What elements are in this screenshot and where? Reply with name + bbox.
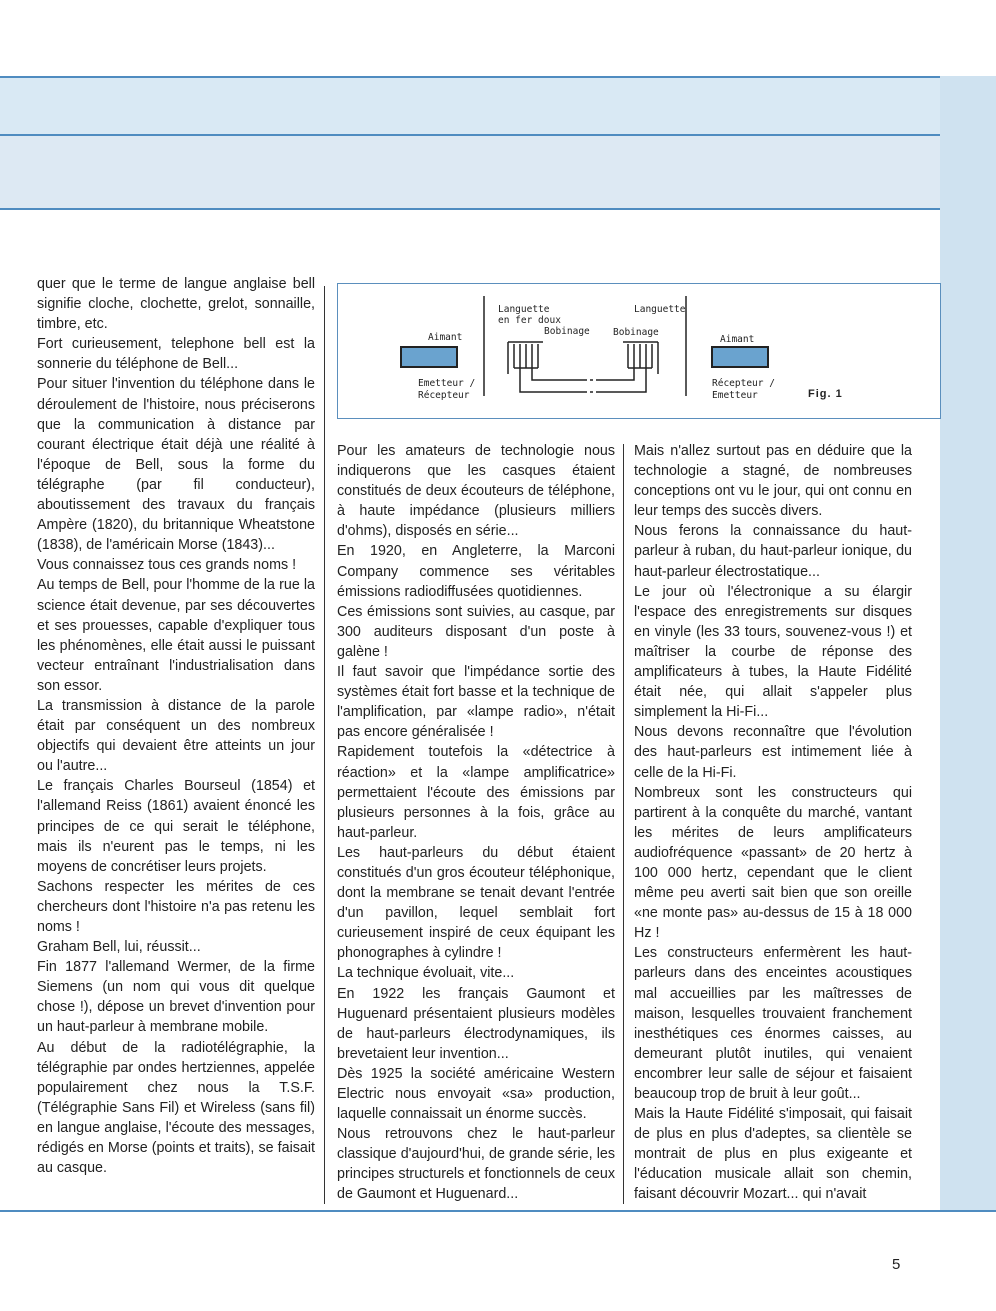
tongue-left-label-1: Languette	[498, 304, 550, 315]
paragraph: Les haut-parleurs du début étaient constitués d'un gros écouteur téléphonique, dont la membrane se tenait devant l'entrée d'un pavillon, lequel semblait fort curieusement inspiré de ceux équipant les phonographes à cylindre !	[337, 844, 615, 962]
figure-1	[337, 283, 941, 419]
left-magnet-label: Aimant	[428, 332, 463, 343]
coil-left-label: Bobinage	[544, 326, 590, 337]
paragraph: Dès 1925 la société américaine Western Electric nous envoyait «sa» production, laquelle connaissait un énorme succès.	[337, 1065, 615, 1123]
left-device-label-2: Récepteur	[418, 390, 470, 401]
column-rule-1	[324, 286, 325, 1204]
paragraph: Pour les amateurs de technologie nous indiquerons que les casques étaient constitués de deux écouteurs de téléphone, à haute impédance (plusieurs milliers d'ohms), disposés en série...	[337, 443, 615, 540]
paragraph: Nous retrouvons chez le haut-parleur classique d'aujourd'hui, de grande série, les principes structurels et fonctionnels de ceux de Gaumont et Huguenard...	[337, 1126, 615, 1203]
connecting-wires	[520, 368, 646, 392]
left-magnet	[400, 346, 458, 368]
paragraph: Mais la Haute Fidélité s'imposait, qui faisait de plus en plus d'adeptes, sa clientèle se montrait de plus en plus exigeante et l'éducation musicale allait son chemin, faisant découvrir Mozart... qui n'avait	[634, 1106, 912, 1203]
paragraph: Fort curieusement, telephone bell est la sonnerie du téléphone de Bell...	[37, 336, 315, 373]
paragraph: quer que le terme de langue anglaise bell signifie cloche, clochette, grelot, sonnaille, timbre, etc.	[37, 276, 315, 333]
paragraph: Le français Charles Bourseul (1854) et l'allemand Reiss (1861) avaient énoncé les principes de ce qui serait le téléphone, mais ils n'eurent pas le temps, ni les moyens de concrétiser leurs projets.	[37, 778, 315, 875]
paragraph: Graham Bell, lui, réussit...	[37, 939, 201, 956]
footer-rule	[0, 1210, 996, 1212]
right-device-label-1: Récepteur /	[712, 378, 775, 389]
right-coil	[623, 342, 658, 374]
paragraph: Ces émissions sont suivies, au casque, par 300 auditeurs disposant d'un poste à galène !	[337, 603, 615, 660]
header-band-middle	[0, 136, 996, 210]
text-column-3	[634, 441, 912, 1205]
tongue-left-label-2: en fer doux	[498, 315, 561, 326]
paragraph: Il faut savoir que l'impédance sortie des systèmes était fort basse et la technique de l'amplification, par «lampe radio», n'était pas encore généralisée !	[337, 664, 615, 741]
right-magnet-label: Aimant	[720, 334, 755, 345]
right-magnet	[711, 346, 769, 368]
header-band-top	[0, 76, 996, 136]
page-number: 5	[892, 1256, 901, 1273]
paragraph: Sachons respecter les mérites de ces chercheurs dont l'histoire n'a pas retenu les noms !	[37, 878, 315, 935]
paragraph: La transmission à distance de la parole était par conséquent un des nombreux objectifs qui devaient être atteints un jour ou l'autre...	[37, 697, 315, 775]
coil-right-label: Bobinage	[613, 327, 659, 338]
paragraph: Le jour où l'électronique a su élargir l'espace des enregistrements sur disques en vinyle (les 33 tours, souvenez-vous !) et maîtriser la courbe de réponse des amplificateurs à tubes, la Haute Fidélité était née, qui allait s'appeler plus simplement la Hi-Fi...	[634, 583, 912, 721]
paragraph: Au temps de Bell, pour l'homme de la rue la science était devenue, par ses découvertes et ses prouesses, capable d'expliquer tous les phénomènes, elle était aussi le puissant vecteur entraînant l'industrialisation dans son essor.	[37, 577, 315, 694]
paragraph: Fin 1877 l'allemand Wermer, de la firme Siemens (un nom qui vous dit quelque chose !), dépose un brevet d'invention pour un haut-parleur à membrane mobile.	[37, 959, 315, 1036]
side-band	[940, 76, 996, 1211]
column-rule-2	[623, 444, 624, 1204]
paragraph: En 1920, en Angleterre, la Marconi Company commence ses véritables émissions radiodiffusées quotidiennes.	[337, 543, 615, 600]
text-column-2	[337, 441, 615, 1205]
figure-caption: Fig. 1	[808, 388, 843, 400]
paragraph: La technique évoluait, vite...	[337, 965, 515, 982]
right-device-label-2: Emetteur	[712, 390, 758, 401]
left-coil	[508, 342, 543, 374]
paragraph: En 1922 les français Gaumont et Huguenard présentaient plusieurs modèles de haut-parleurs électrodynamiques, ils brevetaient leur invention...	[337, 985, 615, 1062]
paragraph: Nous ferons la connaissance du haut-parleur à ruban, du haut-parleur ionique, du haut-parleur électrostatique...	[634, 523, 912, 580]
tongue-right-label: Languette	[634, 304, 686, 315]
paragraph: Pour situer l'invention du téléphone dans le déroulement de l'histoire, nous préciserons que la communication à distance par courant électrique était déjà une réalité à l'époque de Bell, sous la forme du télégraphe (par fil conducteur), aboutissement des travaux du français Ampère (1820), du britannique Wheatstone (1838), de l'américain Morse (1843)...	[37, 376, 315, 554]
paragraph: Vous connaissez tous ces grands noms !	[37, 557, 297, 574]
left-device-label-1: Emetteur /	[418, 378, 476, 389]
paragraph: Mais n'allez surtout pas en déduire que la technologie a stagné, de nombreuses conceptions ont vu le jour, qui ont connu en leur temps des succès divers.	[634, 443, 912, 520]
paragraph: Rapidement toutefois la «détectrice à réaction» et la «lampe amplificatrice» permettaient l'écoute des émissions par plusieurs personnes à la fois, grâce au haut-parleur.	[337, 744, 615, 841]
paragraph: Au début de la radiotélégraphie, la télégraphie par ondes hertziennes, appelée populairement chez nous la T.S.F. (Télégraphie Sans Fil) et Wireless (sans fil) en langue anglaise, l'écoute des messages, rédigés en Morse (points et traits), se faisait au casque.	[37, 1039, 315, 1177]
text-column-1	[37, 274, 315, 1178]
paragraph: Nombreux sont les constructeurs qui partirent à la conquête du marché, vantant les mérites de leurs amplificateurs audiofréquence «passant» de 20 hertz à 100 000 hertz, cependant que le client même peu averti sait bien que son oreille «ne monte pas» au-dessus de 15 à 18 000 Hz !	[634, 784, 912, 942]
paragraph: Nous devons reconnaître que l'évolution des haut-parleurs est intimement liée à celle de la Hi-Fi.	[634, 724, 912, 781]
paragraph: Les constructeurs enfermèrent les haut-parleurs dans des enceintes acoustiques mal accueillies par les maîtresses de maison, lesquelles trouvaient franchement inesthétiques ces énormes caisses, au demeurant plutôt inutiles, qui venaient encombrer leur salle de séjour et faisaient beaucoup trop de bruit à leur goût...	[634, 945, 912, 1102]
